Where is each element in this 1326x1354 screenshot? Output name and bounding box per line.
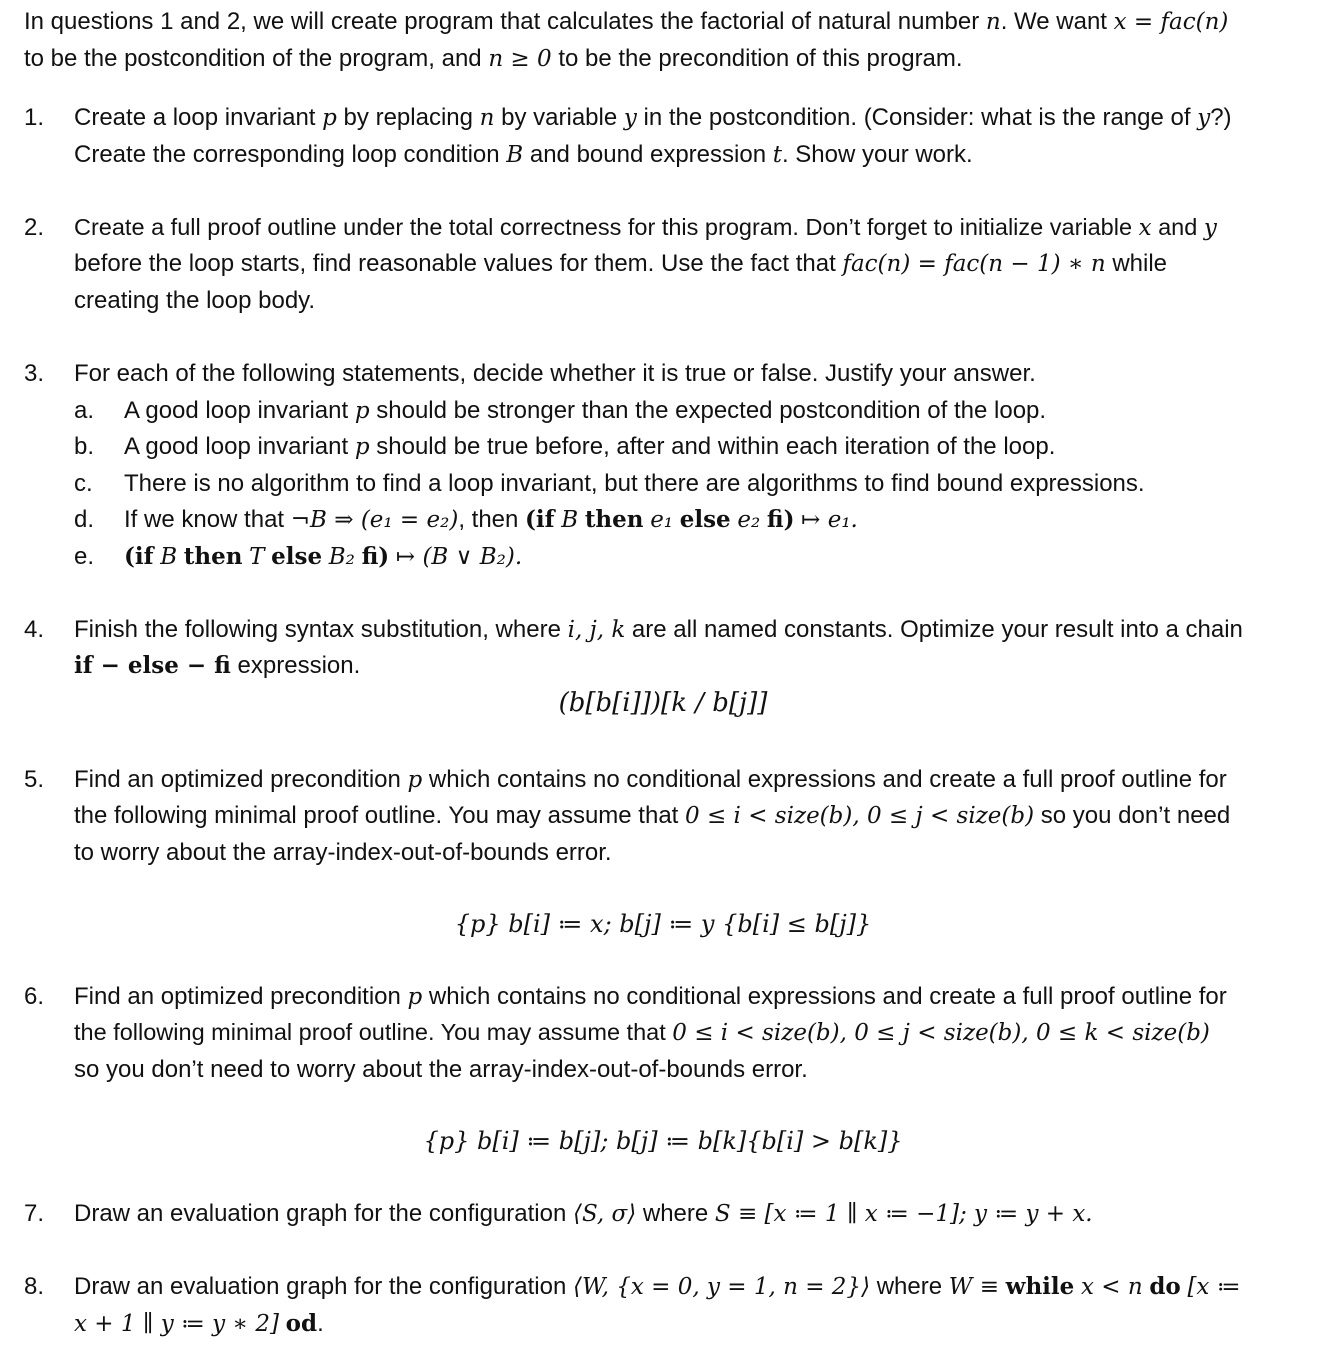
q1-line-2: Create the corresponding loop condition B and bound expression t. Show your work.	[74, 141, 973, 168]
q6-line-1: Find an optimized precondition p which contains no conditional expressions and create a full proof outline for	[74, 983, 1227, 1010]
q3e-text: (if B then T else B₂ fi) ↦ (B ∨ B₂).	[124, 543, 523, 570]
q6-formula: {p} b[i] ≔ b[j]; b[j] ≔ b[k]{b[i] > b[k]}	[423, 1127, 903, 1155]
q6-number: 6.	[24, 983, 45, 1010]
q2-number: 2.	[24, 214, 45, 241]
q4-line-2: if − else − fi expression.	[74, 652, 361, 679]
q3a-text: A good loop invariant p should be stronger than the expected postcondition of the loop.	[124, 397, 1047, 424]
q3b-text: A good loop invariant p should be true before, after and within each iteration of the loop.	[124, 433, 1056, 460]
q3-intro: For each of the following statements, decide whether it is true or false. Justify your answer.	[74, 360, 1036, 387]
q6-line-2: the following minimal proof outline. You may assume that 0 ≤ i < size(b), 0 ≤ j < size(b), 0 ≤ k < size(b)	[74, 1019, 1210, 1046]
q3c-text: There is no algorithm to find a loop invariant, but there are algorithms to find bound expressions.	[124, 470, 1145, 497]
q6-line-3: so you don’t need to worry about the array-index-out-of-bounds error.	[74, 1056, 808, 1083]
q4-formula: (b[b[i]])[k / b[j]]	[558, 688, 768, 718]
q1-number: 1.	[24, 104, 45, 131]
q3-number: 3.	[24, 360, 45, 387]
q3d-label: d.	[74, 506, 95, 533]
q7-number: 7.	[24, 1200, 45, 1227]
q8-line-2: x + 1 ∥ y ≔ y ∗ 2] od.	[74, 1310, 324, 1337]
q5-line-3: to worry about the array-index-out-of-bounds error.	[74, 839, 612, 866]
intro-line-1: In questions 1 and 2, we will create program that calculates the factorial of natural number n. We want x = fac(n)	[24, 8, 1229, 35]
q5-line-1: Find an optimized precondition p which contains no conditional expressions and create a full proof outline for	[74, 766, 1227, 793]
q5-formula: {p} b[i] ≔ x; b[j] ≔ y {b[i] ≤ b[j]}	[454, 910, 872, 938]
q4-line-1: Finish the following syntax substitution, where i, j, k are all named constants. Optimize your result into a chain	[74, 616, 1243, 643]
q5-number: 5.	[24, 766, 45, 793]
q3e-label: e.	[74, 543, 95, 570]
q2-line-2: before the loop starts, find reasonable values for them. Use the fact that fac(n) = fac(n − 1) ∗ n while	[74, 250, 1168, 277]
q8-line-1: Draw an evaluation graph for the configuration ⟨W, {x = 0, y = 1, n = 2}⟩ where W ≡ while x < n do [x ≔	[74, 1273, 1241, 1300]
q1-line-1: Create a loop invariant p by replacing n by variable y in the postcondition. (Consider: what is the range of y?)	[74, 104, 1232, 131]
q3a-label: a.	[74, 397, 95, 424]
q5-line-2: the following minimal proof outline. You may assume that 0 ≤ i < size(b), 0 ≤ j < size(b) so you don’t need	[74, 802, 1231, 829]
q4-number: 4.	[24, 616, 45, 643]
q8-number: 8.	[24, 1273, 45, 1300]
q2-line-3: creating the loop body.	[74, 287, 316, 314]
q3d-text: If we know that ¬B ⇒ (e₁ = e₂), then (if B then e₁ else e₂ fi) ↦ e₁.	[124, 506, 858, 533]
intro-line-2: to be the postcondition of the program, and n ≥ 0 to be the precondition of this program.	[24, 45, 963, 72]
q3c-label: c.	[74, 470, 93, 497]
q2-line-1: Create a full proof outline under the total correctness for this program. Don’t forget to initialize variable x and y	[74, 214, 1217, 241]
q3b-label: b.	[74, 433, 95, 460]
q7-line-1: Draw an evaluation graph for the configuration ⟨S, σ⟩ where S ≡ [x ≔ 1 ∥ x ≔ −1]; y ≔ y + x.	[74, 1200, 1093, 1227]
